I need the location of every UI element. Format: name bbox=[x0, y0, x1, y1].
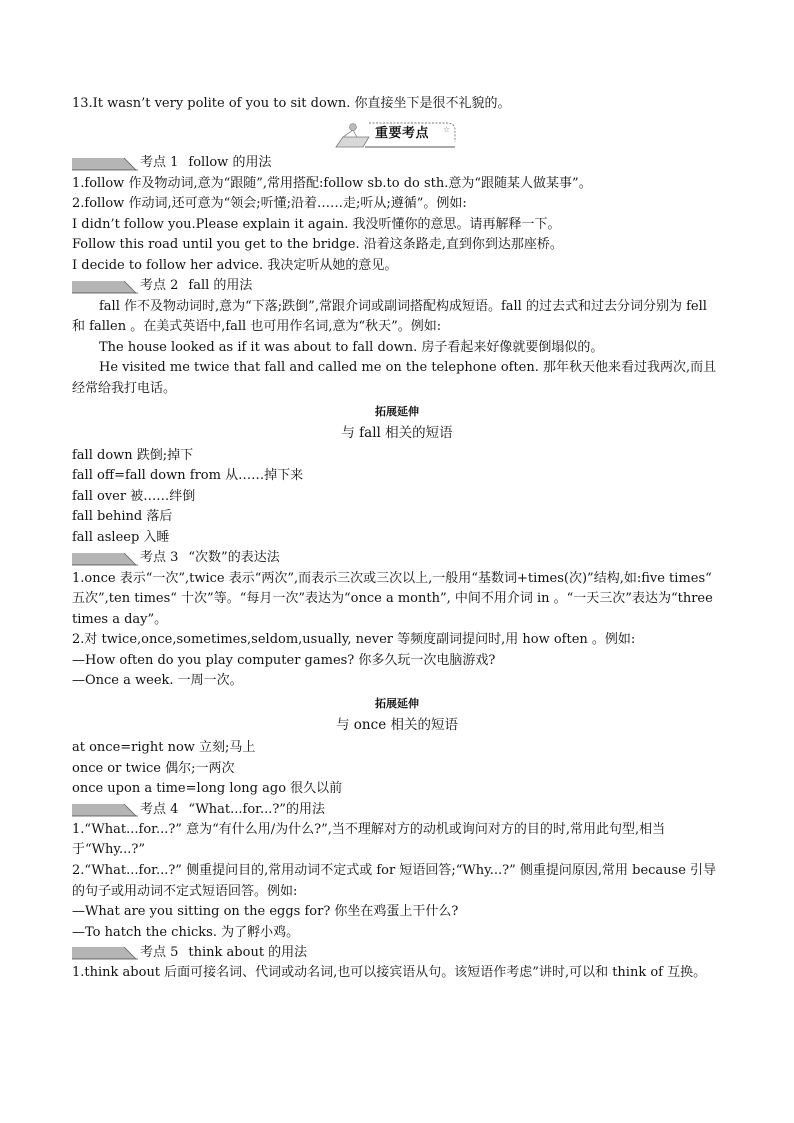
section-header-1 bbox=[72, 154, 722, 174]
document-page bbox=[72, 94, 722, 984]
extension-label: 拓展延伸 bbox=[375, 404, 419, 418]
section-header-4 bbox=[72, 800, 722, 820]
example-sentence: He visited me twice that fall and called me on the telephone often. 那年秋天他来看过我两次,而且经常给我打电话。 bbox=[72, 360, 717, 396]
paragraph: 1.follow 作及物动词,意为“跟随”,常用搭配:follow sb.to do sth.意为“跟随某人做某事”。 bbox=[72, 175, 592, 191]
section-title: “What...for...?”的用法 bbox=[188, 801, 325, 817]
tab-marker-icon bbox=[72, 157, 138, 171]
paragraph: fall 作不及物动词时,意为“下落;跌倒”,常跟介词或副词搭配构成短语。fall 的过去式和过去分词分别为 fell 和 fallen 。在美式英语中,fall 也可用作名词,意为“秋天”。例如: bbox=[72, 298, 707, 335]
phrase-item: fall off=fall down from 从……掉下来 bbox=[72, 468, 304, 484]
section-label: 考点 1 bbox=[140, 155, 179, 171]
section-label: 考点 2 bbox=[140, 278, 179, 294]
phrase-item: at once=right now 立刻;马上 bbox=[72, 740, 256, 756]
example-sentence: The house looked as if it was about to fall down. 房子看起来好像就要倒塌似的。 bbox=[99, 339, 604, 355]
example-sentence: I decide to follow her advice. 我决定听从她的意见。 bbox=[72, 257, 398, 273]
banner-frame bbox=[333, 120, 461, 150]
paragraph: 2.对 twice,once,sometimes,seldom,usually, never 等频度副词提问时,用 how often 。例如: bbox=[72, 632, 636, 648]
banner-label: 重要考点 bbox=[375, 125, 430, 141]
phrase-item: fall asleep 入睡 bbox=[72, 529, 170, 545]
phrase-item: once upon a time=long long ago 很久以前 bbox=[72, 781, 343, 797]
extension-title: 与 once 相关的短语 bbox=[336, 717, 458, 734]
extension-title: 与 fall 相关的短语 bbox=[341, 424, 453, 441]
section-title: fall 的用法 bbox=[188, 278, 253, 294]
section-label: 考点 5 bbox=[140, 945, 179, 961]
tab-marker-icon bbox=[72, 803, 138, 817]
phrase-item: fall over 被……绊倒 bbox=[72, 488, 196, 504]
paragraph: 2.follow 作动词,还可意为“领会;听懂;沿着……走;听从;遵循”。例如: bbox=[72, 196, 467, 212]
section-label: 考点 3 bbox=[140, 550, 179, 566]
dialogue-line: —Once a week. 一周一次。 bbox=[72, 673, 243, 689]
section-header-3 bbox=[72, 549, 722, 569]
phrase-item: once or twice 偶尔;一两次 bbox=[72, 760, 235, 776]
section-header-2 bbox=[72, 277, 722, 297]
paragraph: 1.once 表示“一次”,twice 表示“两次”,而表示三次或三次以上,一般用“基数词+times(次)”结构,如:five times“ 五次”,ten times“ 十次”等。“每月一次”表达为“once a month”, 中间不用介词 in 。“一天三次”表达为“three times a day”。 bbox=[72, 570, 713, 627]
example-sentence: I didn’t follow you.Please explain it again. 我没听懂你的意思。请再解释一下。 bbox=[72, 216, 561, 232]
section-banner bbox=[72, 116, 722, 154]
paragraph: 2.“What...for...?” 侧重提问目的,常用动词不定式或 for 短语回答;“Why...?” 侧重提问原因,常用 because 引导的句子或用动词不定式短语回答。例如: bbox=[72, 863, 717, 899]
dialogue-line: —How often do you play computer games? 你多久玩一次电脑游戏? bbox=[72, 652, 496, 668]
phrase-item: fall behind 落后 bbox=[72, 509, 173, 525]
paragraph: 1.“What...for...?” 意为“有什么用/为什么?”,当不理解对方的动机或询问对方的目的时,常用此句型,相当于“Why...?” bbox=[72, 821, 666, 858]
section-title: follow 的用法 bbox=[188, 155, 272, 171]
paragraph: 1.think about 后面可接名词、代词或动名词,也可以接宾语从句。该短语作考虑”讲时,可以和 think of 互换。 bbox=[72, 965, 707, 981]
phrase-item: fall down 跌倒;掉下 bbox=[72, 447, 194, 463]
section-title: think about 的用法 bbox=[188, 945, 308, 961]
intro-sentence: 13.It wasn’t very polite of you to sit down. 你直接坐下是很不礼貌的。 bbox=[72, 96, 511, 111]
example-sentence: Follow this road until you get to the bridge. 沿着这条路走,直到你到达那座桥。 bbox=[72, 237, 563, 253]
section-title: “次数”的表达法 bbox=[188, 550, 280, 566]
svg-text:☆: ☆ bbox=[443, 124, 451, 134]
tab-marker-icon bbox=[72, 552, 138, 566]
section-header-5 bbox=[72, 943, 722, 963]
tab-marker-icon bbox=[72, 280, 138, 294]
extension-label: 拓展延伸 bbox=[375, 697, 419, 711]
dialogue-line: —What are you sitting on the eggs for? 你坐在鸡蛋上干什么? bbox=[72, 904, 459, 920]
section-label: 考点 4 bbox=[140, 801, 179, 817]
tab-marker-icon bbox=[72, 946, 138, 960]
dialogue-line: —To hatch the chicks. 为了孵小鸡。 bbox=[72, 924, 300, 940]
